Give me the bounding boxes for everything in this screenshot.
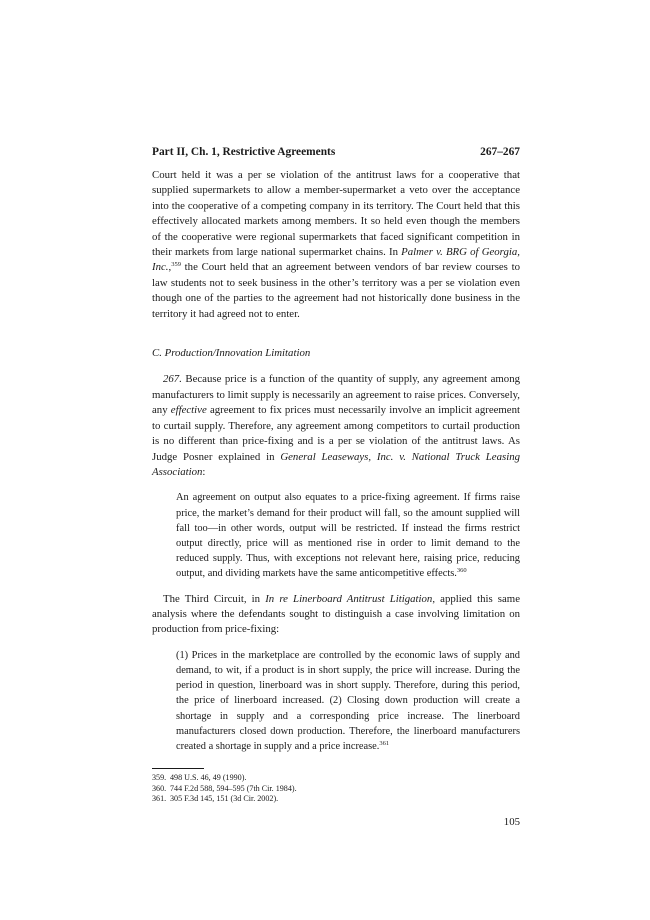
body-paragraph-continued (152, 168, 520, 322)
text-run: , (168, 261, 172, 274)
quote-text (176, 490, 520, 581)
footnote-ref-359: 359 (171, 261, 181, 269)
footnote-ref-360: 360 (456, 567, 467, 575)
text-run: Court held it was a per se violation of the antitrust laws for a cooperative that supplied supermarkets to allow a member-supermarket a veto over the acceptance into the cooperative of a competing company in its territory. The Court held that this effectively allocated markets among members. It so held even though the members of the cooperative were regional supermarkets that faced significant competition in their markets from large national supermarket chains. In (152, 169, 520, 259)
paragraph-number: 267. (163, 373, 182, 386)
page-number: 105 (503, 815, 520, 828)
book-page (152, 145, 520, 829)
footnote-text: 498 U.S. 46, 49 (1990). (170, 773, 247, 783)
body-paragraph-267 (152, 372, 520, 480)
text-run: , applied this same analysis where the defendants sought to distinguish a case involving limitation on production from price-fixing: (152, 592, 520, 636)
footnote-number: 359. (152, 773, 167, 783)
body-paragraph-third-circuit (152, 592, 520, 638)
footnote-ref-361: 361 (379, 739, 390, 747)
case-name: General Leaseways, Inc. v. National Truck Leasing Association (152, 450, 520, 478)
footnote-359 (152, 773, 520, 784)
running-head-range: 267–267 (480, 146, 520, 158)
quote-text (176, 648, 520, 754)
block-quote-linerboard (176, 648, 520, 754)
emphasis: effective (170, 404, 207, 417)
case-name: In re Linerboard Antitrust Litigation (265, 592, 433, 605)
block-quote-posner (176, 490, 520, 581)
footnote-360 (152, 784, 520, 795)
case-name: Palmer v. BRG of Georgia, Inc. (152, 246, 520, 274)
footnote-divider (152, 768, 204, 769)
text-run: agreement to fix prices must necessarily involve an implicit agreement to curtail supply. Therefore, any agreement among competitors to curtail production is no different than price-fixing and is a per se violation of the antitrust laws. As Judge Posner explained in (152, 404, 520, 463)
running-head (152, 145, 520, 159)
running-head-title: Part II, Ch. 1, Restrictive Agreements (152, 146, 336, 158)
section-heading: C. Production/Innovation Limitation (152, 347, 311, 360)
footnote-text: 305 F.3d 145, 151 (3d Cir. 2002). (170, 794, 279, 804)
footnote-number: 361. (152, 794, 167, 804)
footnote-number: 360. (152, 783, 167, 793)
text-run: : (202, 465, 206, 478)
text-run: the Court held that an agreement between vendors of bar review courses to law students not to seek business in the other’s territory was a per se violation even though one of the parties to the agreement had not historically done business in the territory it had agreed not to enter. (152, 261, 520, 320)
footnote-text: 744 F.2d 588, 594–595 (7th Cir. 1984). (170, 783, 297, 793)
text-run: Because price is a function of the quantity of supply, any agreement among manufacturers to limit supply is necessarily an agreement to raise prices. Conversely, any (152, 373, 520, 417)
text-run: An agreement on output also equates to a price-fixing agreement. If firms raise price, the market’s demand for their product will fall, so the amount supplied will fall too—in other words, output will be restricted. If instead the firms restrict output directly, price will as mentioned rise in order to limit demand to the reduced supply. Thus, with exceptions not relevant here, raising price, reducing output, and dividing markets have the same anticompetitive effects. (176, 492, 520, 580)
footnote-361 (152, 794, 520, 805)
text-run: (1) Prices in the marketplace are controlled by the economic laws of supply and demand, to wit, if a product is in short supply, the price will increase. During the period in question, linerboard was in short supply. Therefore, during this period, the price of linerboard increased. (2) Closing down production will create a shortage in supply and a corresponding price increase. The linerboard manufacturers closed down production. Therefore, the linerboard manufacturers created a shortage in supply and a price increase. (176, 649, 520, 752)
text-run: The Third Circuit, in (163, 592, 266, 605)
